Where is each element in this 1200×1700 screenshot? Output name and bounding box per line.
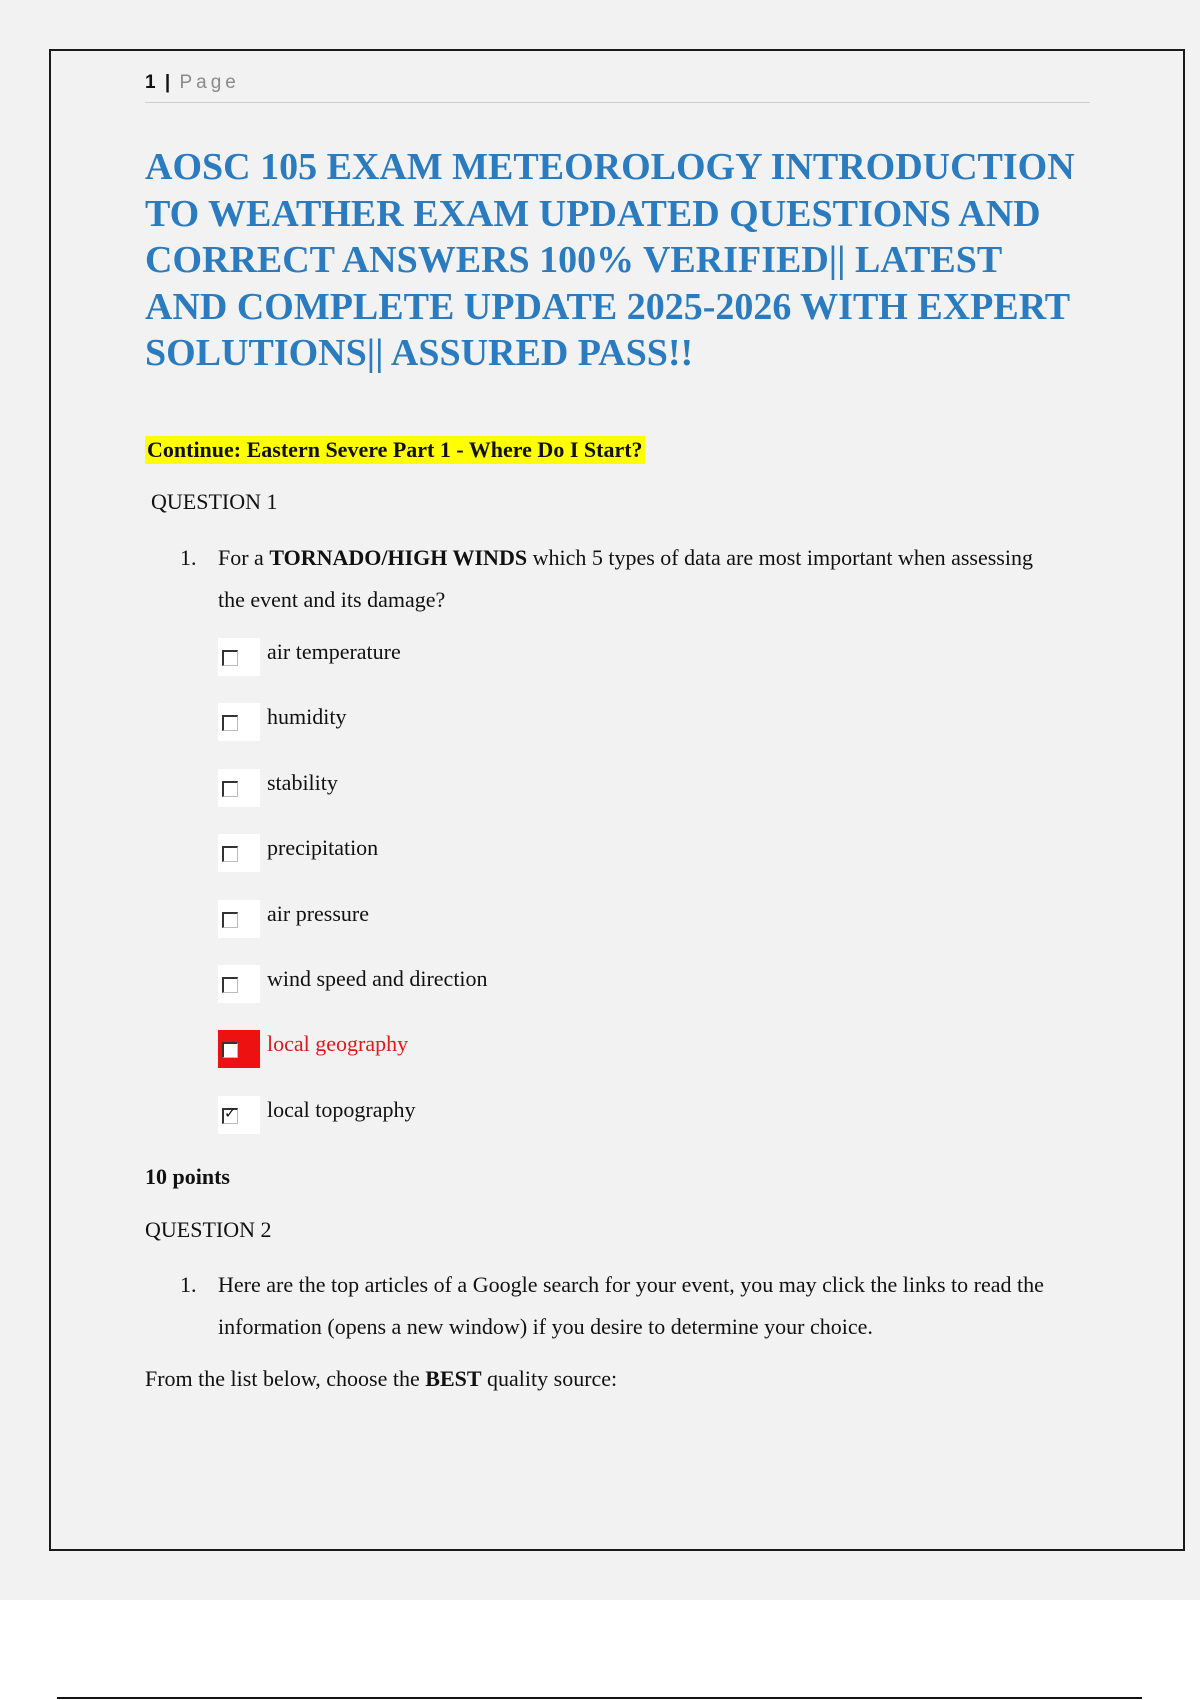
question-2-text: Here are the top articles of a Google search for your event, you may click the links to read the information (opens a new window) if you desire to determine your choice. bbox=[218, 1272, 1044, 1339]
page-label: Page bbox=[179, 72, 240, 93]
checkbox[interactable] bbox=[222, 781, 238, 797]
question-1-text-bold: TORNADO/HIGH WINDS bbox=[269, 545, 528, 570]
header-separator: | bbox=[164, 72, 171, 93]
checkbox-frame bbox=[218, 834, 260, 872]
option-local-geography[interactable] bbox=[218, 1028, 718, 1068]
option-label: local topography bbox=[267, 1097, 416, 1122]
bottom-rule bbox=[57, 1697, 1142, 1699]
page-header bbox=[145, 72, 1090, 103]
option-label: humidity bbox=[267, 704, 347, 729]
checkbox[interactable] bbox=[222, 715, 238, 731]
question-1-text-before: For a bbox=[218, 545, 270, 570]
document-title: AOSC 105 EXAM METEOROLOGY INTRODUCTION TO WEATHER EXAM UPDATED QUESTIONS AND CORRECT ANSWERS 100% VERIFIED|| LATEST AND COMPLETE UPDATE 2025-2026 WITH EXPERT SOLUTIONS|| ASSURED PASS!! bbox=[145, 146, 1075, 374]
checkbox-frame-incorrect bbox=[218, 1030, 260, 1068]
option-label: air temperature bbox=[267, 639, 401, 664]
checkbox-frame bbox=[218, 703, 260, 741]
option-precipitation[interactable] bbox=[218, 832, 718, 872]
instruction-after: quality source: bbox=[481, 1366, 618, 1391]
checkbox-frame bbox=[218, 1096, 260, 1134]
question-2-instruction bbox=[145, 1365, 617, 1393]
question-1-points: 10 points bbox=[145, 1164, 230, 1189]
option-label: wind speed and direction bbox=[267, 966, 488, 991]
checkbox[interactable] bbox=[222, 912, 238, 928]
question-1-text-after: which 5 types of data are most important when assessing the event and its damage? bbox=[218, 545, 1033, 612]
checkbox-frame bbox=[218, 769, 260, 807]
question-2-number: 1. bbox=[180, 1272, 197, 1297]
checkmark-icon: ✓ bbox=[224, 1104, 237, 1122]
checkbox[interactable] bbox=[222, 1042, 238, 1058]
checkbox-frame bbox=[218, 900, 260, 938]
option-humidity[interactable] bbox=[218, 701, 718, 741]
checkbox-frame bbox=[218, 638, 260, 676]
question-1-text bbox=[218, 537, 1040, 621]
page-number: 1 bbox=[145, 72, 156, 93]
checkbox-frame bbox=[218, 965, 260, 1003]
checkbox[interactable] bbox=[222, 846, 238, 862]
question-1-number: 1. bbox=[180, 545, 197, 570]
question-2-prompt bbox=[180, 1264, 1080, 1348]
option-air-temperature[interactable] bbox=[218, 636, 718, 676]
option-label: precipitation bbox=[267, 835, 379, 860]
option-stability[interactable] bbox=[218, 767, 718, 807]
continue-link[interactable]: Continue: Eastern Severe Part 1 - Where Do I Start? bbox=[147, 437, 643, 462]
instruction-before: From the list below, choose the bbox=[145, 1366, 426, 1391]
checkbox[interactable] bbox=[222, 977, 238, 993]
option-wind-speed-and-direction[interactable] bbox=[218, 963, 718, 1003]
question-2-heading: QUESTION 2 bbox=[145, 1217, 272, 1242]
question-1-heading: QUESTION 1 bbox=[151, 489, 278, 514]
question-1-prompt bbox=[180, 537, 1040, 621]
option-label: air pressure bbox=[267, 901, 370, 926]
option-air-pressure[interactable] bbox=[218, 898, 718, 938]
checkbox[interactable] bbox=[222, 650, 238, 666]
option-label: stability bbox=[267, 770, 338, 795]
option-label-incorrect: local geography bbox=[267, 1031, 409, 1056]
option-local-topography[interactable] bbox=[218, 1094, 718, 1134]
instruction-bold: BEST bbox=[425, 1366, 482, 1391]
